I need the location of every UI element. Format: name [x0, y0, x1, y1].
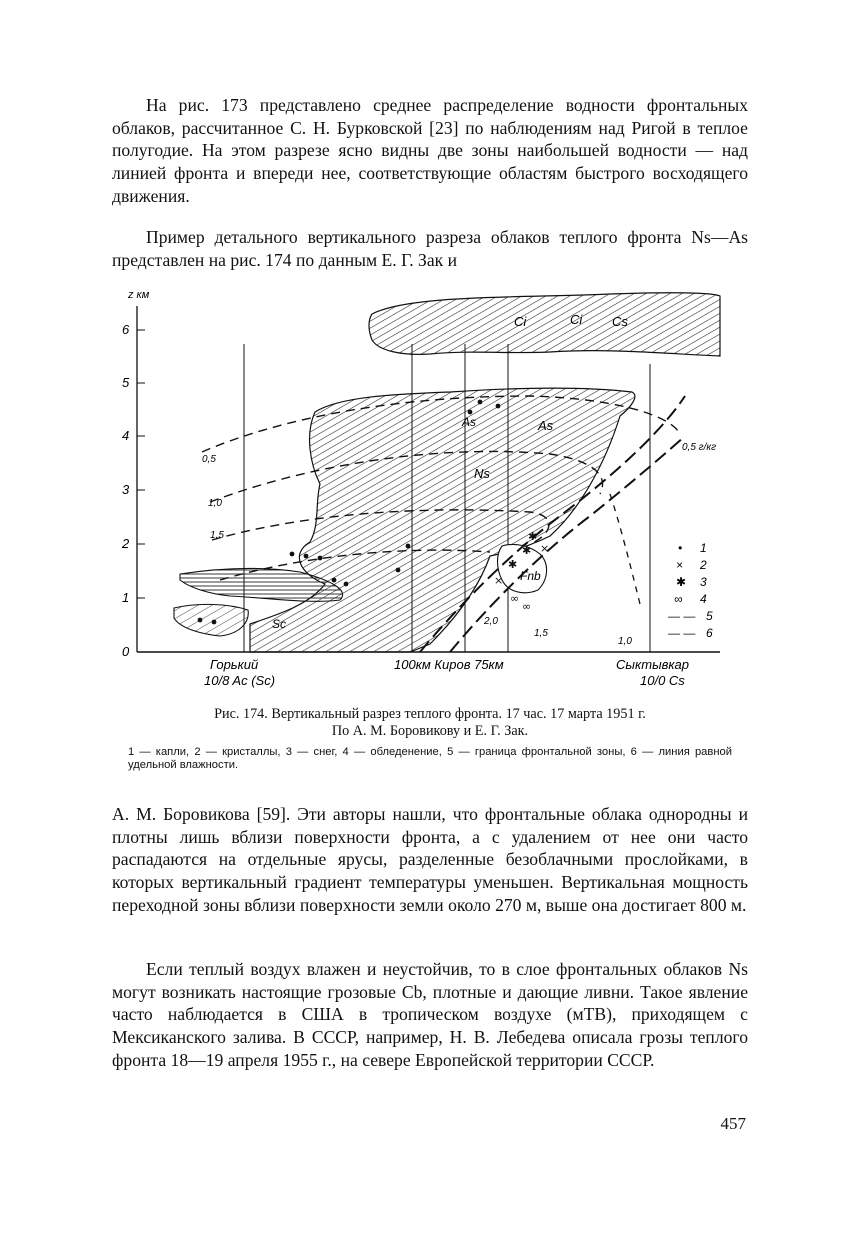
legend-number: 3 — [700, 575, 707, 589]
y-tick-label: 6 — [122, 322, 130, 337]
legend-symbol: ∞ — [674, 592, 683, 606]
cloud-label-as: As — [538, 418, 554, 433]
humidity-unit-label: 0,5 г/кг — [682, 442, 717, 453]
svg-text:×: × — [494, 574, 504, 587]
humidity-label: 1,0 — [208, 498, 222, 509]
paragraph-3-text: А. М. Боровикова [59]. Эти авторы нашли, что фронтальные облака однородны и плотны лишь вблизи поверхности фронта, а с удалением от нее они часто распадаются на отдельные ярусы, разделенные безоблачными прослойками, в которых вертикальный градиент температуры уменьшен. Вертикальная мощность переходной зоны вблизи поверхности земли около 270 м, выше она достигает 800 м. — [112, 804, 748, 915]
y-axis-title: z км — [128, 289, 150, 301]
svg-text:∞: ∞ — [522, 600, 532, 613]
y-tick-label: 5 — [122, 375, 130, 390]
legend-symbol: • — [678, 541, 683, 555]
paragraph-3 — [112, 803, 748, 917]
svg-text:∞: ∞ — [510, 592, 520, 605]
y-tick-label: 1 — [122, 590, 130, 605]
station-obs-gorky: 10/8 Ac (Sc) — [204, 673, 276, 688]
figure-legend — [667, 541, 713, 640]
humidity-label: 1,5 — [534, 628, 548, 639]
legend-symbol: — — — [668, 626, 696, 640]
humidity-label: 2,0 — [484, 616, 498, 627]
legend-number: 1 — [700, 541, 707, 555]
paragraph-2 — [112, 226, 748, 271]
caption-line-1: Рис. 174. Вертикальный разрез теплого фронта. 17 час. 17 марта 1951 г. — [214, 706, 646, 722]
paragraph-2-text: Пример детального вертикального разреза облаков теплого фронта Ns—As представлен на рис. 174 по данным Е. Г. Зак и — [112, 227, 748, 270]
cloud-label-as-2: As — [462, 415, 477, 429]
svg-text:✱: ✱ — [522, 544, 532, 557]
paragraph-4 — [112, 958, 748, 1072]
warm-front-cross-section-figure — [110, 284, 750, 694]
legend-number: 6 — [706, 626, 713, 640]
station-name-gorky: Горький — [210, 657, 259, 672]
paragraph-1 — [112, 94, 748, 208]
svg-text:✱: ✱ — [528, 530, 538, 543]
y-tick-label: 4 — [122, 428, 130, 443]
cloud-label-sc: Sc — [272, 617, 287, 631]
humidity-label: 1,5 — [210, 530, 224, 541]
station-labels — [204, 657, 689, 688]
figure-caption — [100, 706, 760, 740]
low-cloud-layer-2 — [174, 604, 248, 636]
station-obs-syktyvkar: 10/0 Cs — [640, 673, 685, 688]
paragraph-4-text: Если теплый воздух влажен и неустойчив, то в слое фронтальных облаков Ns могут возникать настоящие грозовые Cb, плотные и дающие ливни. Такое явление часто наблюдается в США в тропическом воздухе (мТВ), приходящем с Мексиканского залива. В СССР, например, Н. В. Лебедева описала грозы теплого фронта 18—19 апреля 1955 г., на севере Европейской территории СССР. — [112, 959, 748, 1070]
page-number: 457 — [720, 1114, 746, 1133]
humidity-label: 1,0 — [618, 636, 632, 647]
legend-symbol: — — — [668, 609, 696, 623]
legend-symbol: × — [676, 558, 684, 572]
station-name-kirov: 100км Киров 75км — [394, 657, 504, 672]
legend-symbol: ✱ — [676, 575, 687, 589]
cloud-label-fnb: Fnb — [520, 569, 541, 583]
caption-line-2: По А. М. Боровикову и Е. Г. Зак. — [331, 723, 529, 739]
y-tick-label: 2 — [122, 536, 130, 551]
y-tick-label: 0 — [122, 644, 130, 659]
svg-text:✱: ✱ — [508, 558, 518, 571]
paragraph-1-text: На рис. 173 представлено среднее распределение водности фронтальных облаков, рассчитанное С. Н. Бурковской [23] по наблюдениям над Ригой в теплое полугодие. На этом разрезе ясно видны две зоны наибольшей водности — над линией фронта и впереди нее, соответствующие областям быстрого восходящего движения. — [112, 95, 748, 206]
cloud-label-ns: Ns — [474, 466, 490, 481]
humidity-label: 0,5 — [202, 454, 216, 465]
y-axis — [121, 289, 150, 659]
y-tick-label: 3 — [122, 482, 130, 497]
svg-text:×: × — [540, 542, 550, 555]
y-ticks — [137, 330, 145, 652]
legend-number: 5 — [706, 609, 713, 623]
legend-number: 4 — [700, 592, 707, 606]
cirrus-cloud-layer — [369, 293, 720, 356]
cloud-label-cs: Cs — [612, 314, 628, 329]
cloud-label-ci-2: Ci — [570, 312, 583, 327]
station-name-syktyvkar: Сыктывкар — [616, 657, 690, 672]
cloud-label-ci: Ci — [514, 314, 527, 329]
legend-number: 2 — [700, 558, 707, 572]
figure-legend-caption: 1 — капли, 2 — кристаллы, 3 — снег, 4 — обледенение, 5 — граница фронтальной зоны, 6 — линия равной удельной влажности. — [128, 746, 732, 771]
